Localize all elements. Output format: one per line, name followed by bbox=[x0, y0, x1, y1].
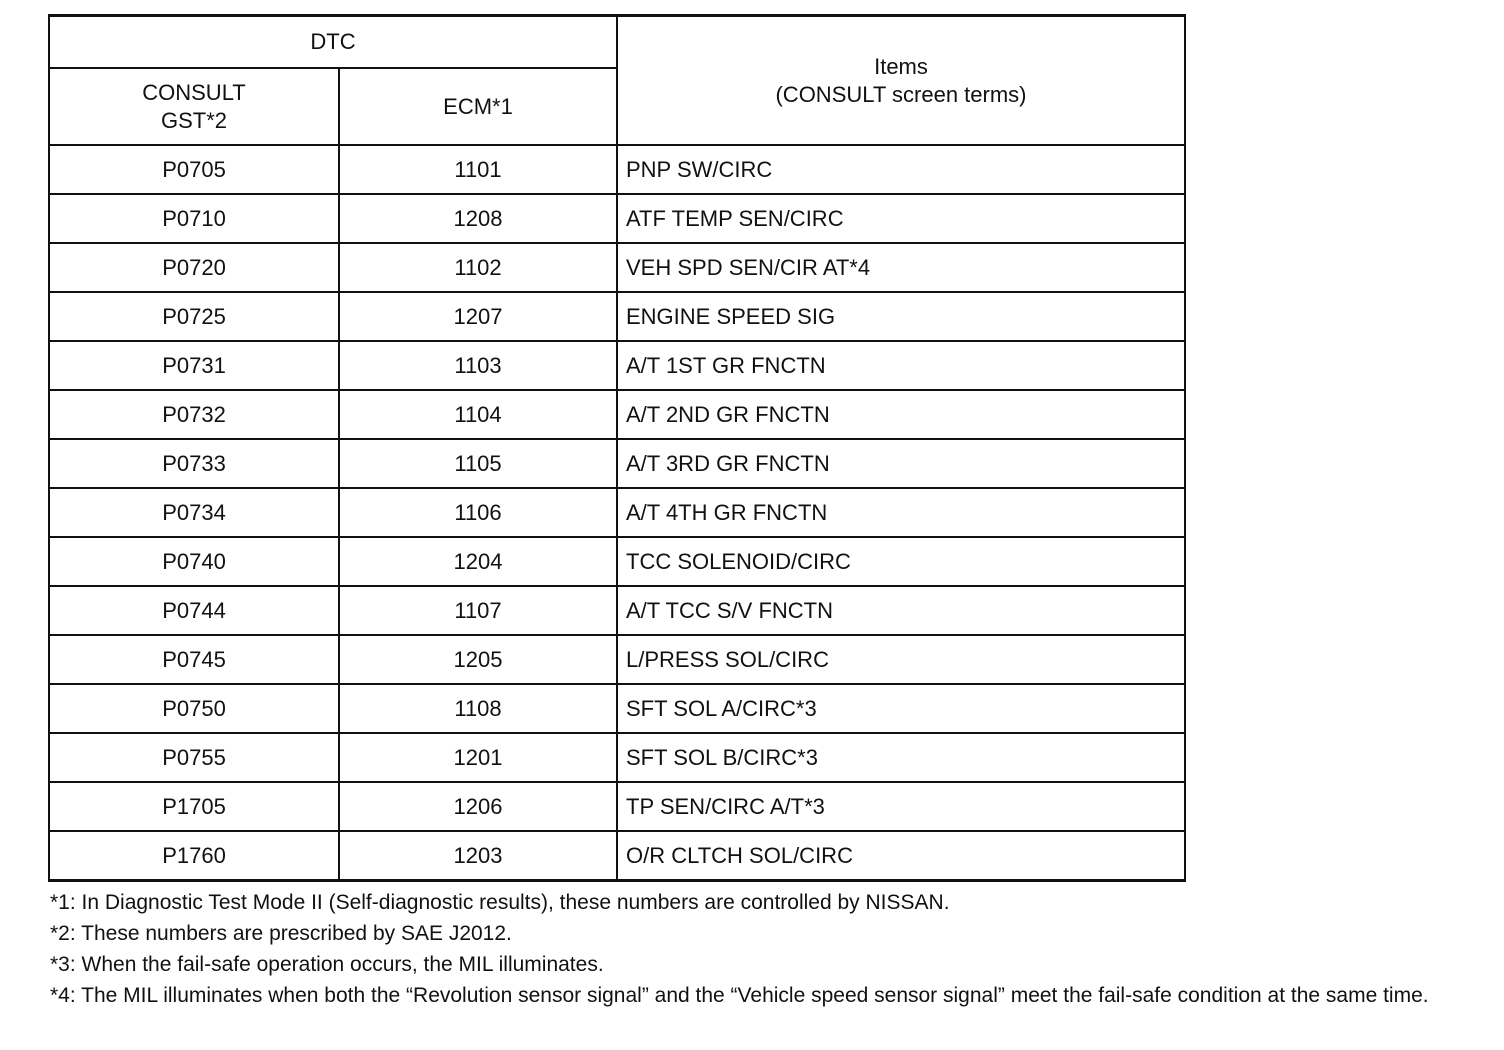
dtc-code-cell: P0710 bbox=[49, 194, 339, 243]
dtc-code-cell: P1705 bbox=[49, 782, 339, 831]
dtc-header: DTC bbox=[49, 16, 617, 69]
item-cell: PNP SW/CIRC bbox=[617, 145, 1185, 194]
ecm-code-cell: 1101 bbox=[339, 145, 617, 194]
consult-header-line2: GST*2 bbox=[160, 107, 228, 133]
item-cell: L/PRESS SOL/CIRC bbox=[617, 635, 1185, 684]
ecm-code-cell: 1103 bbox=[339, 341, 617, 390]
ecm-code-cell: 1203 bbox=[339, 831, 617, 881]
ecm-code-cell: 1102 bbox=[339, 243, 617, 292]
table-row bbox=[49, 439, 1185, 488]
consult-header-line1: CONSULT bbox=[142, 79, 246, 105]
table-row bbox=[49, 733, 1185, 782]
footnote: *1: In Diagnostic Test Mode II (Self-diagnostic results), these numbers are controlled by NISSAN. bbox=[50, 891, 950, 914]
table-row bbox=[49, 831, 1185, 881]
footnote: *2: These numbers are prescribed by SAE J2012. bbox=[50, 922, 512, 945]
item-cell: ENGINE SPEED SIG bbox=[617, 292, 1185, 341]
dtc-code-cell: P1760 bbox=[49, 831, 339, 881]
dtc-code-cell: P0720 bbox=[49, 243, 339, 292]
dtc-table bbox=[48, 14, 1186, 882]
item-cell: A/T 4TH GR FNCTN bbox=[617, 488, 1185, 537]
table-row bbox=[49, 145, 1185, 194]
dtc-code-cell: P0725 bbox=[49, 292, 339, 341]
dtc-code-cell: P0740 bbox=[49, 537, 339, 586]
item-cell: SFT SOL B/CIRC*3 bbox=[617, 733, 1185, 782]
table-row bbox=[49, 292, 1185, 341]
ecm-code-cell: 1107 bbox=[339, 586, 617, 635]
item-cell: A/T 3RD GR FNCTN bbox=[617, 439, 1185, 488]
items-header-subtitle: (CONSULT screen terms) bbox=[775, 81, 1027, 107]
table-row bbox=[49, 537, 1185, 586]
ecm-code-cell: 1205 bbox=[339, 635, 617, 684]
item-cell: ATF TEMP SEN/CIRC bbox=[617, 194, 1185, 243]
footnotes bbox=[50, 890, 1480, 1014]
dtc-code-cell: P0731 bbox=[49, 341, 339, 390]
table-row bbox=[49, 488, 1185, 537]
dtc-code-cell: P0734 bbox=[49, 488, 339, 537]
item-cell: VEH SPD SEN/CIR AT*4 bbox=[617, 243, 1185, 292]
dtc-code-cell: P0755 bbox=[49, 733, 339, 782]
item-cell: SFT SOL A/CIRC*3 bbox=[617, 684, 1185, 733]
dtc-code-cell: P0744 bbox=[49, 586, 339, 635]
consult-header bbox=[49, 68, 339, 145]
table-row bbox=[49, 341, 1185, 390]
dtc-code-cell: P0745 bbox=[49, 635, 339, 684]
ecm-code-cell: 1208 bbox=[339, 194, 617, 243]
ecm-code-cell: 1104 bbox=[339, 390, 617, 439]
ecm-code-cell: 1106 bbox=[339, 488, 617, 537]
ecm-code-cell: 1105 bbox=[339, 439, 617, 488]
ecm-code-cell: 1207 bbox=[339, 292, 617, 341]
item-cell: O/R CLTCH SOL/CIRC bbox=[617, 831, 1185, 881]
table-row bbox=[49, 782, 1185, 831]
ecm-header: ECM*1 bbox=[339, 68, 617, 145]
ecm-code-cell: 1204 bbox=[339, 537, 617, 586]
dtc-code-cell: P0732 bbox=[49, 390, 339, 439]
item-cell: A/T 1ST GR FNCTN bbox=[617, 341, 1185, 390]
table-row bbox=[49, 684, 1185, 733]
ecm-code-cell: 1206 bbox=[339, 782, 617, 831]
dtc-code-cell: P0733 bbox=[49, 439, 339, 488]
ecm-code-cell: 1201 bbox=[339, 733, 617, 782]
table-body bbox=[49, 145, 1185, 881]
table-row bbox=[49, 194, 1185, 243]
dtc-code-cell: P0705 bbox=[49, 145, 339, 194]
table-header bbox=[49, 16, 1185, 146]
items-header-title: Items bbox=[874, 53, 928, 79]
table-row bbox=[49, 635, 1185, 684]
table-row bbox=[49, 586, 1185, 635]
item-cell: TCC SOLENOID/CIRC bbox=[617, 537, 1185, 586]
items-header bbox=[617, 16, 1185, 146]
item-cell: A/T 2ND GR FNCTN bbox=[617, 390, 1185, 439]
dtc-code-cell: P0750 bbox=[49, 684, 339, 733]
item-cell: TP SEN/CIRC A/T*3 bbox=[617, 782, 1185, 831]
footnote: *3: When the fail-safe operation occurs, the MIL illuminates. bbox=[50, 953, 604, 976]
table-row bbox=[49, 243, 1185, 292]
footnote: *4: The MIL illuminates when both the “Revolution sensor signal” and the “Vehicle speed sensor signal” meet the fail-safe condition at the same time. bbox=[50, 984, 1429, 1007]
ecm-code-cell: 1108 bbox=[339, 684, 617, 733]
item-cell: A/T TCC S/V FNCTN bbox=[617, 586, 1185, 635]
table-row bbox=[49, 390, 1185, 439]
